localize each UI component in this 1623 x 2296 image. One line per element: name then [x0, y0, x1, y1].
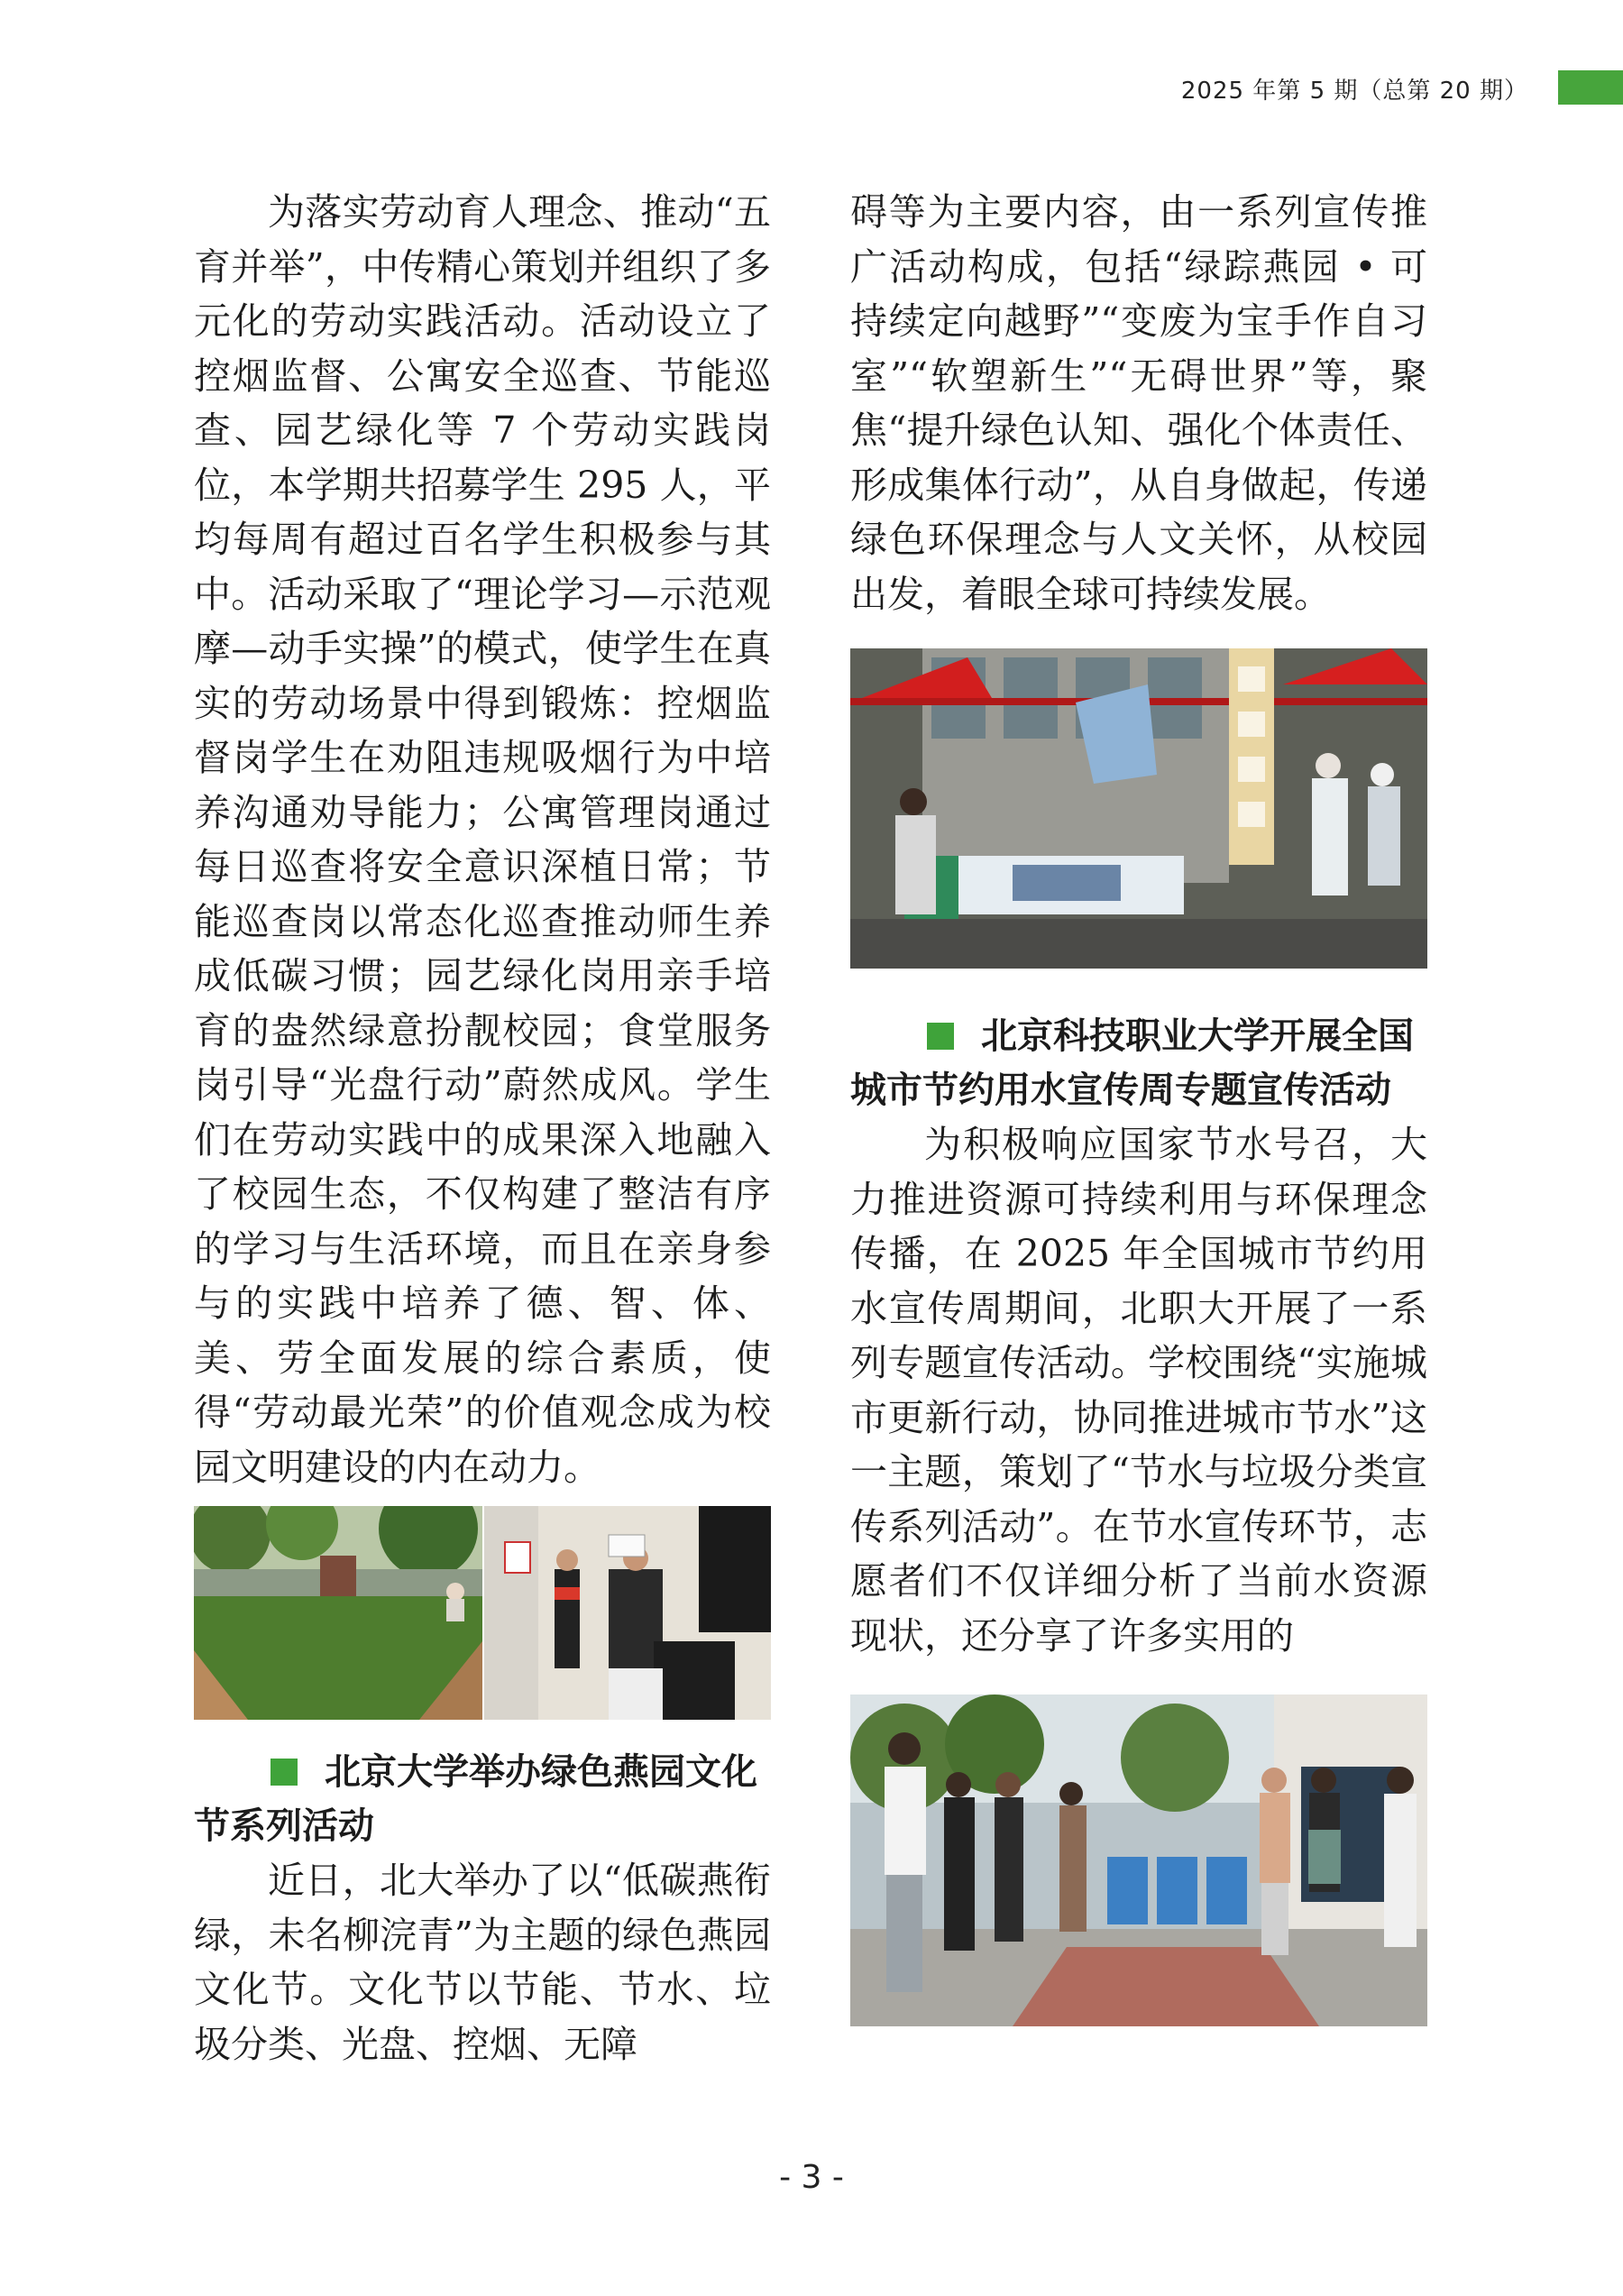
photo-water-week — [850, 1694, 1427, 2026]
heading-bvtu: 北京科技职业大学开展全国城市节约用水宣传周专题宣传活动 — [850, 1015, 1414, 1111]
green-square-icon — [270, 1759, 298, 1786]
culture-festival-image — [850, 648, 1427, 969]
photo-culture-festival — [850, 648, 1427, 969]
paragraph-pku-continued: 碍等为主要内容，由一系列宣传推广活动构成，包括“绿踪燕园 • 可持续定向越野”“变废为宝手作自习室”“软塑新生”“无碍世界”等，聚焦“提升绿色认知、强化个体责任、形成集体行动”，从自身做起，传递绿色环保理念与人文关怀，从校园出发，着眼全球可持续发展。 — [850, 190, 1427, 616]
labor-practice-image — [194, 1506, 771, 1720]
green-square-icon — [927, 1023, 954, 1050]
photo-labor-practice — [194, 1506, 771, 1720]
heading-pku: 北京大学举办绿色燕园文化节系列活动 — [194, 1751, 757, 1847]
paragraph-labor-practice: 为落实劳动育人理念、推动“五育并举”，中传精心策划并组织了多元化的劳动实践活动。活动设立了控烟监督、公寓安全巡查、节能巡查、园艺绿化等 7 个劳动实践岗位，本学期共招募学生 295 人，平均每周有超过百名学生积极参与其中。活动采取了“理论学习—示范观摩—动手实操”的模式，使学生在真实的劳动场景中得到锻炼：控烟监督岗学生在劝阻违规吸烟行为中培养沟通劝导能力；公寓管理岗通过每日巡查将安全意识深植日常；节能巡查岗以常态化巡查推动师生养成低碳习惯；园艺绿化岗用亲手培育的盎然绿意扮靓校园；食堂服务岗引导“光盘行动”蔚然成风。学生们在劳动实践中的成果深入地融入了校园生态，不仅构建了整洁有序的学习与生活环境，而且在亲身参与的实践中培养了德、智、体、美、劳全面发展的综合素质，使得“劳动最光荣”的价值观念成为校园文明建设的内在动力。 — [194, 190, 771, 1489]
page-number: - 3 - — [779, 2159, 844, 2196]
issue-label: 2025 年第 5 期（总第 20 期） — [1180, 78, 1528, 105]
paragraph-bvtu: 为积极响应国家节水号召，大力推进资源可持续利用与环保理念传播，在 2025 年全国城市节约用水宣传周期间，北职大开展了一系列专题宣传活动。学校围绕“实施城市更新行动，协同推进城市节水”这一主题，策划了“节水与垃圾分类宣传系列活动”。在节水宣传环节，志愿者们不仅详细分析了当前水资源现状，还分享了许多实用的 — [850, 1123, 1427, 1658]
water-week-image — [850, 1694, 1427, 2026]
left-column — [194, 185, 771, 2071]
right-column — [850, 185, 1427, 2026]
paragraph-pku: 近日，北大举办了以“低碳燕衔绿，未名柳浣青”为主题的绿色燕园文化节。文化节以节能、节水、垃圾分类、光盘、控烟、无障 — [194, 1859, 771, 2066]
header-accent-bar — [1558, 70, 1623, 105]
